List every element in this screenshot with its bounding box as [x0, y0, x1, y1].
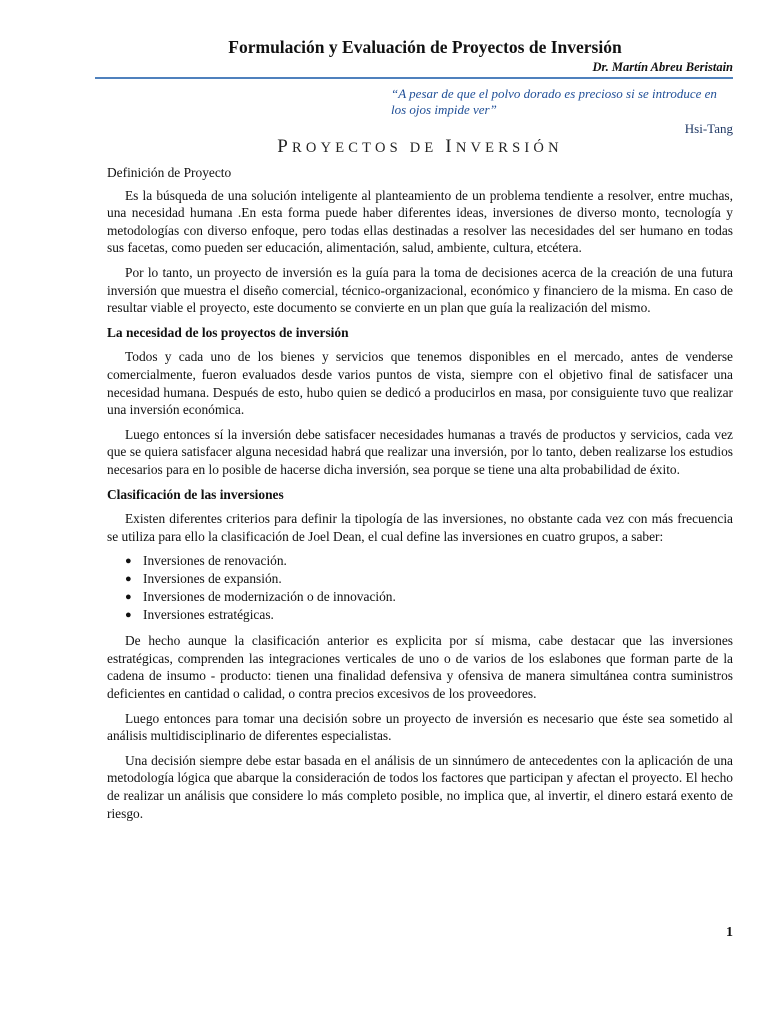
paragraph: De hecho aunque la clasificación anterior es explicita por sí misma, cabe destacar que las inversiones estratégicas, comprenden las integraciones verticales de uno o de varios de los eslabones que forman parte de la cadena de insumo - producto: tienen una finalidad defensiva y ofensiva de manera simultánea contra suministros deficientes en cantidad o calidad, o contra precios excesivos de los proveedores.: [107, 633, 733, 702]
paragraph: Una decisión siempre debe estar basada en el análisis de un sinnúmero de antecedentes con la aplicación de una metodología lógica que abarque la consideración de todos los factores que participan y afectan el proyecto. El hecho de realizar un análisis que considere lo más completo posible, no implica que, al invertir, el dinero estará exento de riesgo.: [107, 752, 733, 821]
header-divider: [95, 77, 733, 79]
subheading-necesidad: La necesidad de los proyectos de inversión: [107, 324, 349, 340]
epigraph: [391, 86, 733, 137]
paragraph: Es la búsqueda de una solución inteligente al planteamiento de un problema tendiente a resolver, entre muchas, una necesidad humana .En esta forma puede haber diferentes ideas, inversiones de diverso monto, tecnología y metodologías con diverso enfoque, pero todas ellas destinadas a resolver las necesidades del ser humano en todas sus facetas, como pueden ser educación, alimentación, salud, ambiente, cultura, etcétera.: [107, 187, 733, 256]
paragraph: Luego entonces sí la inversión debe satisfacer necesidades humanas a través de productos y servicios, cada vez que se quiera satisfacer alguna necesidad habrá que realizar una inversión, por lo tanto, deben realizarse los estudios necesarios para en lo posible de hacerse dicha inversión, sea porque se tiene una alta probabilidad de éxito.: [107, 426, 733, 477]
list-item: ● Inversiones de renovación.: [125, 553, 287, 569]
document-body: [107, 164, 733, 829]
paragraph: Todos y cada uno de los bienes y servicios que tenemos disponibles en el mercado, antes de venderse comercialmente, fueron evaluados desde varios puntos de vista, siempre con el objetivo final de satisfacer una necesidad humana. Después de esto, hubo quien se dedicó a producirlos en masa, por consiguiente tuvo que realizar una inversión económica.: [107, 349, 733, 418]
investment-types-list: [107, 552, 733, 624]
definition-label: Definición de Proyecto: [107, 165, 232, 180]
list-item: ● Inversiones de expansión.: [125, 571, 282, 587]
list-item: ● Inversiones de modernización o de innovación.: [125, 589, 396, 605]
paragraph: Luego entonces para tomar una decisión sobre un proyecto de inversión es necesario que éste sea sometido al análisis multidisciplinario de diferentes especialistas.: [107, 710, 733, 744]
page-number: 1: [726, 925, 733, 940]
bullet-icon: ●: [125, 591, 132, 604]
epigraph-quote: “A pesar de que el polvo dorado es precioso si se introduce en los ojos impide ver”: [391, 86, 717, 117]
bullet-icon: ●: [125, 609, 132, 622]
author-name: Dr. Martín Abreu Beristain: [592, 60, 733, 74]
paragraph: Por lo tanto, un proyecto de inversión es la guía para la toma de decisiones acerca de la creación de una futura inversión que muestra el diseño comercial, técnico-organizacional, económico y financiero de la misma. En caso de resultar viable el proyecto, este documento se convierte en un plan que guía la realización del mismo.: [107, 264, 733, 316]
bullet-icon: ●: [125, 555, 132, 568]
paragraph: Existen diferentes criterios para definir la tipología de las inversiones, no obstante cada vez con más frecuencia se utiliza para ello la clasificación de Joel Dean, el cual define las inversiones en cuatro grupos, a saber:: [107, 511, 733, 544]
page-header: [107, 36, 733, 75]
bullet-icon: ●: [125, 573, 132, 586]
section-heading: PROYECTOS DE INVERSIÓN: [277, 136, 563, 157]
document-title: Formulación y Evaluación de Proyectos de Inversión: [228, 37, 622, 57]
epigraph-author: Hsi-Tang: [684, 121, 733, 136]
subheading-clasificacion: Clasificación de las inversiones: [107, 486, 284, 502]
list-item: ● Inversiones estratégicas.: [125, 607, 274, 623]
